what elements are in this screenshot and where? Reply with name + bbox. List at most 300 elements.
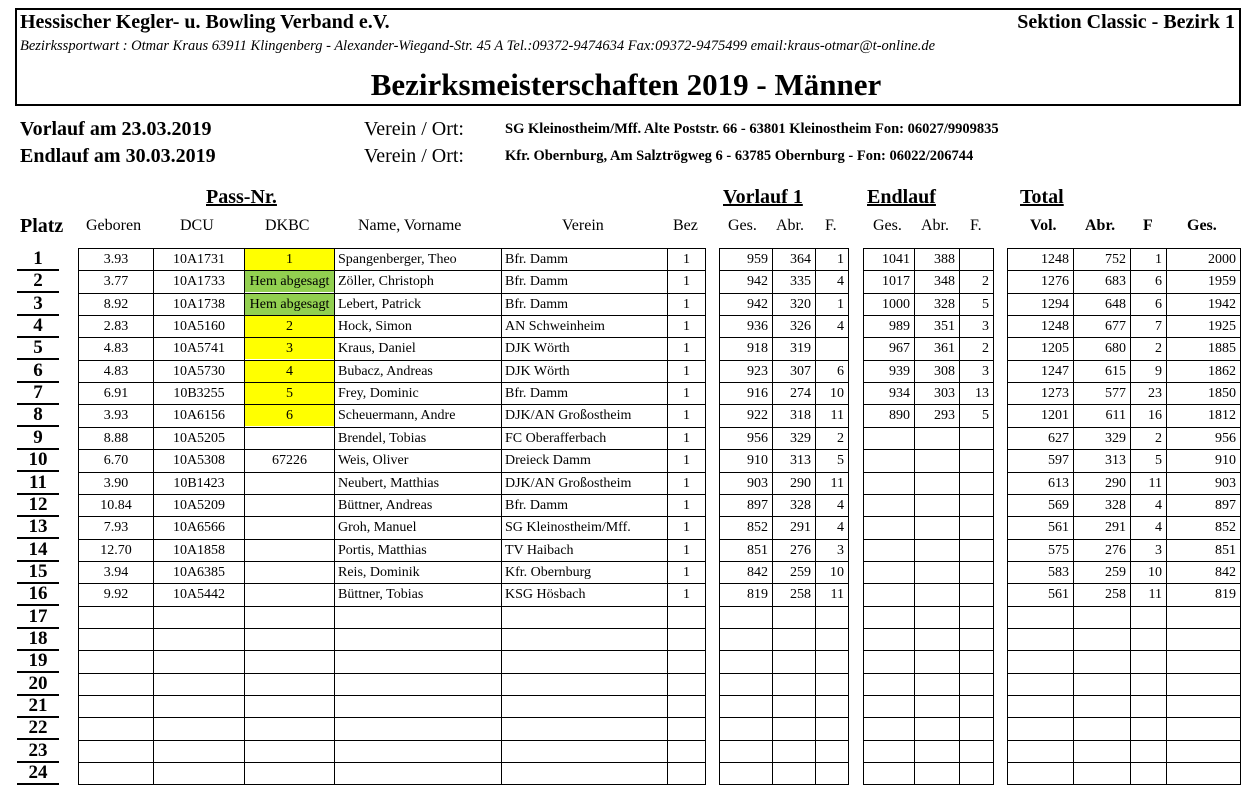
cell-geboren: 8.92 <box>103 297 129 312</box>
platz-number: 3 <box>33 293 43 314</box>
endlauf-group: Endlauf <box>867 186 936 208</box>
cell-dkbc: 2 <box>245 316 334 337</box>
cell-t-f: 23 <box>1148 386 1162 401</box>
cell-bez: 1 <box>683 252 690 267</box>
cell-dkbc: 5 <box>245 383 334 404</box>
cell-dcu: 10A5442 <box>172 587 226 602</box>
col-name: Name, Vorname <box>358 217 462 234</box>
cell-e-abr: 388 <box>934 252 955 267</box>
cell-t-vol: 613 <box>1048 476 1069 491</box>
cell-e-ges <box>864 495 914 516</box>
cell-verein: Kfr. Obernburg <box>505 565 592 580</box>
grid-hline <box>78 762 706 763</box>
cell-e-ges <box>864 428 914 449</box>
cell-t-f: 6 <box>1155 297 1162 312</box>
cell-e-ges <box>864 584 914 605</box>
cell-v-f: 4 <box>837 498 844 513</box>
cell-v-ges: 903 <box>747 476 768 491</box>
cell-name: Zöller, Christoph <box>338 274 434 289</box>
grid-hline <box>1007 650 1241 651</box>
col-bez: Bez <box>673 217 698 234</box>
cell-e-ges: 934 <box>889 386 910 401</box>
grid-hline <box>78 740 706 741</box>
cell-name: Neubert, Matthias <box>338 476 440 491</box>
cell-e-abr: 303 <box>934 386 955 401</box>
platz-number: 20 <box>28 673 48 694</box>
cell-dkbc <box>245 517 334 538</box>
cell-e-abr: 348 <box>934 274 955 289</box>
cell-t-vol: 627 <box>1048 431 1069 446</box>
cell-t-abr: 259 <box>1105 565 1126 580</box>
cell-t-ges: 1942 <box>1208 297 1236 312</box>
cell-bez: 1 <box>683 341 690 356</box>
col-e-abr: Abr. <box>921 217 949 234</box>
cell-t-f: 16 <box>1148 408 1162 423</box>
cell-dkbc <box>245 495 334 516</box>
cell-dkbc: 4 <box>245 361 334 382</box>
cell-name: Frey, Dominic <box>338 386 419 401</box>
cell-dcu: 10A6566 <box>172 520 226 535</box>
cell-bez: 1 <box>683 386 690 401</box>
cell-name: Brendel, Tobias <box>338 431 427 446</box>
cell-t-f: 4 <box>1155 498 1162 513</box>
cell-e-f: 5 <box>982 408 989 423</box>
col-verein: Verein <box>562 217 604 234</box>
cell-e-f: 2 <box>982 274 989 289</box>
grid-hline <box>78 606 706 607</box>
cell-t-f: 2 <box>1155 341 1162 356</box>
cell-t-vol: 561 <box>1048 520 1069 535</box>
cell-e-ges <box>864 450 914 471</box>
cell-e-f: 5 <box>982 297 989 312</box>
cell-v-f: 11 <box>830 476 844 491</box>
cell-e-abr <box>915 517 959 538</box>
pass-nr-group: Pass-Nr. <box>206 186 277 208</box>
grid-hline <box>719 762 849 763</box>
cell-bez: 1 <box>683 587 690 602</box>
platz-number: 10 <box>28 449 48 470</box>
cell-e-ges <box>864 517 914 538</box>
cell-e-ges: 1000 <box>882 297 910 312</box>
endlauf-venue: Kfr. Obernburg, Am Salztrögweg 6 - 63785 Obernburg - Fon: 06022/206744 <box>505 148 974 164</box>
vorlauf-group: Vorlauf 1 <box>723 186 803 208</box>
cell-dcu: 10A5308 <box>172 453 226 468</box>
cell-t-f: 11 <box>1148 587 1162 602</box>
cell-dcu: 10A5205 <box>172 431 226 446</box>
col-t-abr: Abr. <box>1085 217 1116 234</box>
platz-number: 18 <box>28 628 48 649</box>
platz-number: 7 <box>33 382 43 403</box>
grid-hline <box>863 606 994 607</box>
col-e-f: F. <box>970 217 982 234</box>
cell-e-abr: 328 <box>934 297 955 312</box>
grid-hline <box>1007 762 1241 763</box>
col-t-f: F <box>1143 217 1153 234</box>
cell-v-abr: 307 <box>790 364 811 379</box>
cell-t-vol: 561 <box>1048 587 1069 602</box>
cell-name: Reis, Dominik <box>338 565 420 580</box>
cell-geboren: 7.93 <box>103 520 129 535</box>
grid-hline <box>1007 695 1241 696</box>
contact-line: Bezirkssportwart : Otmar Kraus 63911 Klingenberg - Alexander-Wiegand-Str. 45 A Tel.:09372-9474634 Fax:09372-9475499 email:kraus-otmar@t-online.de <box>20 38 936 54</box>
grid-hline <box>1007 606 1241 607</box>
cell-e-f <box>960 495 993 516</box>
cell-dkbc: 3 <box>245 338 334 359</box>
col-platz: Platz <box>20 215 64 237</box>
cell-e-f <box>960 517 993 538</box>
cell-e-ges: 1041 <box>882 252 910 267</box>
cell-v-f: 11 <box>830 408 844 423</box>
cell-verein: Bfr. Damm <box>505 297 568 312</box>
cell-e-abr <box>915 473 959 494</box>
cell-geboren: 8.88 <box>103 431 129 446</box>
cell-bez: 1 <box>683 476 690 491</box>
cell-t-abr: 329 <box>1105 431 1126 446</box>
cell-t-vol: 1276 <box>1041 274 1069 289</box>
cell-geboren: 3.93 <box>103 408 129 423</box>
cell-t-ges: 1959 <box>1208 274 1236 289</box>
grid-hline <box>1007 784 1241 785</box>
cell-v-abr: 326 <box>790 319 811 334</box>
platz-underline <box>17 783 59 785</box>
cell-verein: DJK Wörth <box>505 341 570 356</box>
cell-t-ges: 1885 <box>1208 341 1236 356</box>
cell-dkbc: 6 <box>245 405 334 426</box>
platz-number: 4 <box>33 315 43 336</box>
cell-verein: Bfr. Damm <box>505 498 568 513</box>
col-geboren: Geboren <box>86 217 142 234</box>
cell-t-ges: 852 <box>1215 520 1236 535</box>
cell-dkbc <box>245 428 334 449</box>
cell-t-abr: 291 <box>1105 520 1126 535</box>
cell-name: Hock, Simon <box>338 319 412 334</box>
cell-verein: Bfr. Damm <box>505 386 568 401</box>
cell-e-abr: 351 <box>934 319 955 334</box>
cell-t-abr: 615 <box>1105 364 1126 379</box>
cell-v-abr: 276 <box>790 543 811 558</box>
cell-dcu: 10A5730 <box>172 364 226 379</box>
cell-name: Spangenberger, Theo <box>338 252 457 267</box>
grid-hline <box>863 695 994 696</box>
grid-hline <box>863 628 994 629</box>
cell-e-ges <box>864 540 914 561</box>
cell-v-ges: 936 <box>747 319 768 334</box>
cell-t-f: 7 <box>1155 319 1162 334</box>
cell-dcu: 10A6156 <box>172 408 226 423</box>
grid-hline <box>78 695 706 696</box>
cell-v-f: 3 <box>837 543 844 558</box>
cell-v-f: 10 <box>830 386 844 401</box>
grid-hline <box>1007 673 1241 674</box>
platz-number: 17 <box>28 606 48 627</box>
platz-number: 2 <box>33 270 43 291</box>
cell-geboren: 2.83 <box>103 319 129 334</box>
grid-hline <box>719 606 849 607</box>
grid-hline <box>863 717 994 718</box>
cell-t-vol: 575 <box>1048 543 1069 558</box>
cell-t-abr: 258 <box>1105 587 1126 602</box>
cell-geboren: 10.84 <box>100 498 132 513</box>
cell-t-abr: 328 <box>1105 498 1126 513</box>
cell-v-abr: 259 <box>790 565 811 580</box>
cell-v-ges: 819 <box>747 587 768 602</box>
cell-t-f: 2 <box>1155 431 1162 446</box>
cell-v-f: 11 <box>830 587 844 602</box>
cell-t-f: 5 <box>1155 453 1162 468</box>
cell-e-f: 13 <box>975 386 989 401</box>
cell-e-ges: 1017 <box>882 274 910 289</box>
cell-geboren: 9.92 <box>103 587 129 602</box>
cell-verein: DJK Wörth <box>505 364 570 379</box>
cell-t-vol: 1248 <box>1041 252 1069 267</box>
cell-t-abr: 752 <box>1105 252 1126 267</box>
cell-v-abr: 320 <box>790 297 811 312</box>
cell-dcu: 10A5160 <box>172 319 226 334</box>
cell-bez: 1 <box>683 364 690 379</box>
cell-t-f: 3 <box>1155 543 1162 558</box>
cell-v-abr: 335 <box>790 274 811 289</box>
cell-e-abr: 361 <box>934 341 955 356</box>
cell-verein: Dreieck Damm <box>505 453 591 468</box>
cell-v-ges: 942 <box>747 274 768 289</box>
cell-v-f: 6 <box>837 364 844 379</box>
cell-v-ges: 956 <box>747 431 768 446</box>
cell-bez: 1 <box>683 431 690 446</box>
cell-bez: 1 <box>683 453 690 468</box>
cell-verein: Bfr. Damm <box>505 274 568 289</box>
grid-hline <box>719 717 849 718</box>
cell-v-f: 2 <box>837 431 844 446</box>
cell-e-abr <box>915 495 959 516</box>
cell-name: Groh, Manuel <box>338 520 417 535</box>
grid-hline <box>719 740 849 741</box>
grid-hline <box>1007 740 1241 741</box>
grid-hline <box>863 650 994 651</box>
cell-t-ges: 956 <box>1215 431 1236 446</box>
cell-geboren: 4.83 <box>103 341 129 356</box>
platz-number: 1 <box>33 248 43 269</box>
cell-v-ges: 923 <box>747 364 768 379</box>
cell-t-ges: 1925 <box>1208 319 1236 334</box>
platz-number: 16 <box>28 583 48 604</box>
cell-e-abr <box>915 428 959 449</box>
cell-t-abr: 677 <box>1105 319 1126 334</box>
cell-v-ges: 918 <box>747 341 768 356</box>
cell-geboren: 6.70 <box>103 453 129 468</box>
cell-v-abr: 329 <box>790 431 811 446</box>
cell-bez: 1 <box>683 408 690 423</box>
cell-bez: 1 <box>683 297 690 312</box>
cell-dcu: 10A1731 <box>172 252 226 267</box>
platz-number: 12 <box>28 494 48 515</box>
cell-t-abr: 648 <box>1105 297 1126 312</box>
cell-t-ges: 1812 <box>1208 408 1236 423</box>
cell-bez: 1 <box>683 543 690 558</box>
cell-geboren: 3.93 <box>103 252 129 267</box>
cell-dcu: 10A1738 <box>172 297 226 312</box>
cell-t-vol: 1294 <box>1041 297 1069 312</box>
cell-v-f: 4 <box>837 520 844 535</box>
cell-dkbc: Hem abgesagt <box>245 271 334 292</box>
cell-v-abr: 328 <box>790 498 811 513</box>
platz-number: 14 <box>28 539 48 560</box>
cell-t-f: 9 <box>1155 364 1162 379</box>
col-dcu: DCU <box>180 217 214 234</box>
cell-dcu: 10A6385 <box>172 565 226 580</box>
cell-t-abr: 683 <box>1105 274 1126 289</box>
cell-t-vol: 1205 <box>1041 341 1069 356</box>
cell-dcu: 10A5209 <box>172 498 226 513</box>
grid-hline <box>719 673 849 674</box>
cell-e-abr: 308 <box>934 364 955 379</box>
grid-hline <box>719 650 849 651</box>
cell-t-vol: 597 <box>1048 453 1069 468</box>
grid-hline <box>863 762 994 763</box>
cell-e-abr <box>915 584 959 605</box>
cell-bez: 1 <box>683 520 690 535</box>
grid-hline <box>78 784 706 785</box>
total-group: Total <box>1020 186 1064 208</box>
platz-number: 21 <box>28 695 48 716</box>
cell-bez: 1 <box>683 319 690 334</box>
cell-t-vol: 1201 <box>1041 408 1069 423</box>
cell-e-f <box>960 584 993 605</box>
page-title: Bezirksmeisterschaften 2019 - Männer <box>370 67 882 102</box>
cell-t-vol: 1248 <box>1041 319 1069 334</box>
cell-t-vol: 583 <box>1048 565 1069 580</box>
cell-v-abr: 290 <box>790 476 811 491</box>
col-v-f: F. <box>825 217 837 234</box>
cell-t-vol: 1273 <box>1041 386 1069 401</box>
cell-t-f: 10 <box>1148 565 1162 580</box>
cell-e-f <box>960 450 993 471</box>
cell-verein: FC Oberafferbach <box>505 431 607 446</box>
cell-v-abr: 319 <box>790 341 811 356</box>
platz-number: 15 <box>28 561 48 582</box>
cell-v-ges: 910 <box>747 453 768 468</box>
cell-v-f: 1 <box>837 297 844 312</box>
cell-geboren: 4.83 <box>103 364 129 379</box>
cell-t-f: 1 <box>1155 252 1162 267</box>
cell-t-ges: 842 <box>1215 565 1236 580</box>
cell-name: Büttner, Tobias <box>338 587 424 602</box>
cell-dkbc <box>245 540 334 561</box>
platz-number: 13 <box>28 516 48 537</box>
cell-v-f: 5 <box>837 453 844 468</box>
cell-t-ges: 2000 <box>1208 252 1236 267</box>
cell-v-abr: 313 <box>790 453 811 468</box>
cell-name: Portis, Matthias <box>338 543 427 558</box>
cell-e-abr: 293 <box>934 408 955 423</box>
cell-bez: 1 <box>683 565 690 580</box>
cell-t-ges: 819 <box>1215 587 1236 602</box>
vorlauf-venue: SG Kleinostheim/Mff. Alte Poststr. 66 - 63801 Kleinostheim Fon: 06027/9909835 <box>505 121 999 137</box>
cell-e-ges: 967 <box>889 341 910 356</box>
cell-t-ges: 1862 <box>1208 364 1236 379</box>
cell-dkbc: 67226 <box>272 453 307 468</box>
grid-hline <box>78 673 706 674</box>
cell-dcu: 10B3255 <box>173 386 225 401</box>
cell-e-ges <box>864 473 914 494</box>
cell-dcu: 10A1858 <box>172 543 226 558</box>
cell-v-abr: 364 <box>790 252 811 267</box>
cell-t-ges: 897 <box>1215 498 1236 513</box>
grid-hline <box>78 717 706 718</box>
cell-t-abr: 276 <box>1105 543 1126 558</box>
grid-hline <box>1007 717 1241 718</box>
cell-e-abr <box>915 540 959 561</box>
platz-number: 23 <box>28 740 48 761</box>
cell-v-abr: 258 <box>790 587 811 602</box>
cell-v-abr: 274 <box>790 386 811 401</box>
cell-t-abr: 313 <box>1105 453 1126 468</box>
cell-v-f <box>816 338 848 359</box>
cell-e-f <box>960 473 993 494</box>
cell-e-f: 2 <box>982 341 989 356</box>
platz-number: 5 <box>33 337 43 358</box>
cell-e-ges: 890 <box>889 408 910 423</box>
grid-hline <box>719 784 849 785</box>
cell-e-f: 3 <box>982 319 989 334</box>
col-v-abr: Abr. <box>776 217 804 234</box>
cell-verein: DJK/AN Großostheim <box>505 476 632 491</box>
cell-verein: DJK/AN Großostheim <box>505 408 632 423</box>
cell-name: Kraus, Daniel <box>338 341 416 356</box>
cell-t-abr: 611 <box>1105 408 1126 423</box>
endlauf-date: Endlauf am 30.03.2019 <box>20 145 216 167</box>
cell-verein: KSG Hösbach <box>505 587 586 602</box>
cell-e-abr <box>915 450 959 471</box>
cell-name: Scheuermann, Andre <box>338 408 456 423</box>
cell-t-vol: 569 <box>1048 498 1069 513</box>
endlauf-verein-label: Verein / Ort: <box>364 145 464 167</box>
cell-t-vol: 1247 <box>1041 364 1069 379</box>
cell-dcu: 10B1423 <box>173 476 225 491</box>
cell-t-ges: 910 <box>1215 453 1236 468</box>
org-name: Hessischer Kegler- u. Bowling Verband e.V. <box>20 11 390 33</box>
platz-number: 8 <box>33 404 43 425</box>
cell-v-ges: 922 <box>747 408 768 423</box>
cell-e-ges <box>864 562 914 583</box>
cell-geboren: 6.91 <box>103 386 129 401</box>
cell-e-ges: 989 <box>889 319 910 334</box>
cell-dkbc <box>245 584 334 605</box>
cell-t-f: 6 <box>1155 274 1162 289</box>
cell-v-ges: 942 <box>747 297 768 312</box>
grid-hline <box>863 784 994 785</box>
grid-hline <box>863 673 994 674</box>
cell-t-abr: 680 <box>1105 341 1126 356</box>
platz-number: 22 <box>28 717 48 738</box>
cell-t-ges: 1850 <box>1208 386 1236 401</box>
grid-hline <box>863 740 994 741</box>
cell-dcu: 10A5741 <box>172 341 226 356</box>
col-dkbc: DKBC <box>265 217 310 234</box>
col-t-ges: Ges. <box>1187 217 1217 234</box>
cell-t-f: 11 <box>1148 476 1162 491</box>
cell-bez: 1 <box>683 498 690 513</box>
platz-number: 19 <box>28 650 48 671</box>
vorlauf-verein-label: Verein / Ort: <box>364 118 464 140</box>
vorlauf-date: Vorlauf am 23.03.2019 <box>20 118 212 140</box>
cell-v-f: 10 <box>830 565 844 580</box>
cell-e-ges: 939 <box>889 364 910 379</box>
col-v-ges: Ges. <box>728 217 757 234</box>
cell-name: Weis, Oliver <box>338 453 409 468</box>
cell-dcu: 10A1733 <box>172 274 226 289</box>
cell-v-abr: 291 <box>790 520 811 535</box>
cell-dkbc: 1 <box>245 249 334 270</box>
